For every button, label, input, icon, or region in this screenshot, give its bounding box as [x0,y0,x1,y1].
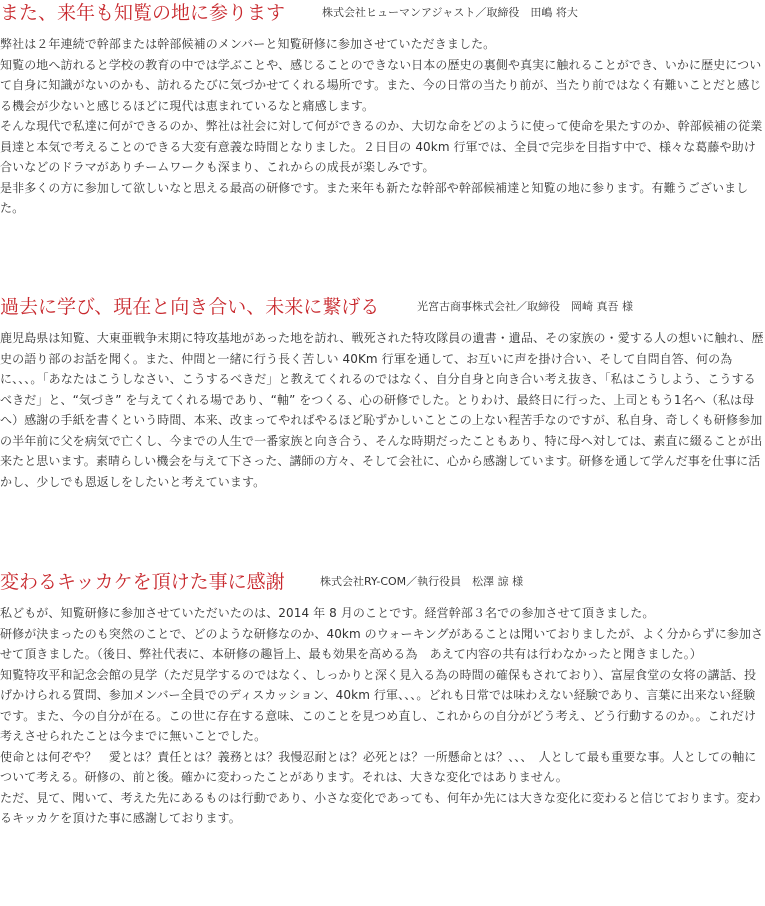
testimonial-title: 変わるキッカケを頂けた事に感謝 [0,571,285,593]
testimonial-paragraph: 弊社は２年連続で幹部または幹部候補のメンバーと知覧研修に参加させていただきました。 [0,37,496,51]
testimonial-section [0,569,765,829]
testimonial-paragraph: 私どもが、知覧研修に参加させていただいたのは、2014 年 8 月のことです。経営幹部３名での参加させて頂きました。 [0,606,655,620]
testimonial-body [0,328,765,492]
testimonial-body [0,603,765,829]
testimonial-paragraph: 是非多くの方に参加して欲しいなと思える最高の研修です。また来年も新たな幹部や幹部候補達と知覧の地に参ります。有難うございました。 [0,180,749,215]
testimonial-header [0,0,765,34]
testimonial-title: 過去に学び、現在と向き合い、未来に繋げる [0,296,380,318]
testimonial-author: 光宮古商事株式会社／取締役 岡崎 真吾 様 [417,300,633,313]
testimonial-paragraph: ただ、見て、聞いて、考えた先にあるものは行動であり、小さな変化であっても、何年か先には大きな変化に変わると信じております。変わるキッカケを頂けた事に感謝しております。 [0,790,761,825]
testimonial-paragraph: 使命とは何ぞや？ 愛とは？責任とは？義務とは？我慢忍耐とは？必死とは？一所懸命とは？、、、 人として最も重要な事。人としての軸について考える。研修の、前と後。確かに変わったことがあります。それは、大きな変化ではありません。 [0,749,757,784]
testimonial-paragraph: そんな現代で私達に何ができるのか、弊社は社会に対して何ができるのか、大切な命をどのように使って使命を果たすのか、幹部候補の従業員達と本気で考えることのできる大変有意義な時間となりました。２日目の 40km 行軍では、全員で完歩を目指す中で、様々な葛藤や助け合いなどのドラマがありチームワークも深まり、これからの成長が楽しみです。 [0,119,763,174]
testimonial-author: 株式会社ヒューマンアジャスト／取締役 田嶋 将大 [322,6,578,19]
testimonial-section [0,294,765,492]
testimonial-paragraph: 知覧特攻平和記念会館の見学（ただ見学するのではなく、しっかりと深く見入る為の時間の確保もされており）、富屋食堂の女将の講話、投げかけられる質問、参加メンバー全員でのディスカッション、40km 行軍、、、。どれも日常では味わえない経験であり、言葉に出来ない経験です。また、今の自分が在る。この世に存在する意味、このことを見つめ直し、これからの自分がどう考え、どう行動するのか。。これだけ考えさせられたことは今までに無いことでした。 [0,667,757,743]
testimonial-section [0,0,765,219]
testimonial-paragraph: 研修が決まったのも突然のことで、どのような研修なのか、40km のウォーキングがあることは聞いておりましたが、よく分からずに参加させて頂きました。（後日、弊社代表に、本研修の趣旨上、最も効果を高める為 あえて内容の共有は行わなかったと聞きました。） [0,626,764,661]
testimonial-header [0,294,765,328]
testimonial-author: 株式会社RY-COM／執行役員 松澤 諒 様 [320,575,524,588]
testimonial-body [0,34,765,219]
testimonial-paragraph: 鹿児島県は知覧、大東亜戦争末期に特攻基地があった地を訪れ、戦死された特攻隊員の遺書・遺品、その家族の・愛する人の想いに触れ、歴史の語り部のお話を聞く。また、仲間と一緒に行う長く苦しい 40Km 行軍を通して、お互いに声を掛け合い、そして自問自答、何の為に、、、。「あなたはこうしなさい、こうするべきだ」と教えてくれるのではなく、自分自身と向き合い考え抜き、「私はこうしよう、こうするべきだ」と、“気づき” を与えてくれる場であり、“軸” をつくる、心の研修でした。とりわけ、最終日に行った、上司ともう1名へ（私は母へ）感謝の手紙を書くという時間、本来、改まってやればやるほど恥ずかしいことこの上ない程苦手なのですが、私自身、奇しくも研修参加の半年前に父を病気で亡くし、今までの人生で一番家族と向き合う、そんな時期だったこともあり、特に母へ対しては、素直に綴ることが出来たと思います。素晴らしい機会を与えて下さった、講師の方々、そして会社に、心から感謝しています。研修を通して学んだ事を仕事に活かし、少しでも恩返しをしたいと考えています。 [0,331,764,489]
testimonial-header [0,569,765,603]
testimonial-paragraph: 知覧の地へ訪れると学校の教育の中では学ぶことや、感じることのできない日本の歴史の裏側や真実に触れることができ、いかに歴史について自身に知識がないのかも、訪れるたびに気づかせてくれる場所です。また、今の日常の当たり前が、当たり前ではなく有難いことだと感じる機会が少ないと感じるほどに現代は恵まれているなと痛感します。 [0,57,762,113]
testimonial-title: また、来年も知覧の地に参ります [0,2,286,24]
